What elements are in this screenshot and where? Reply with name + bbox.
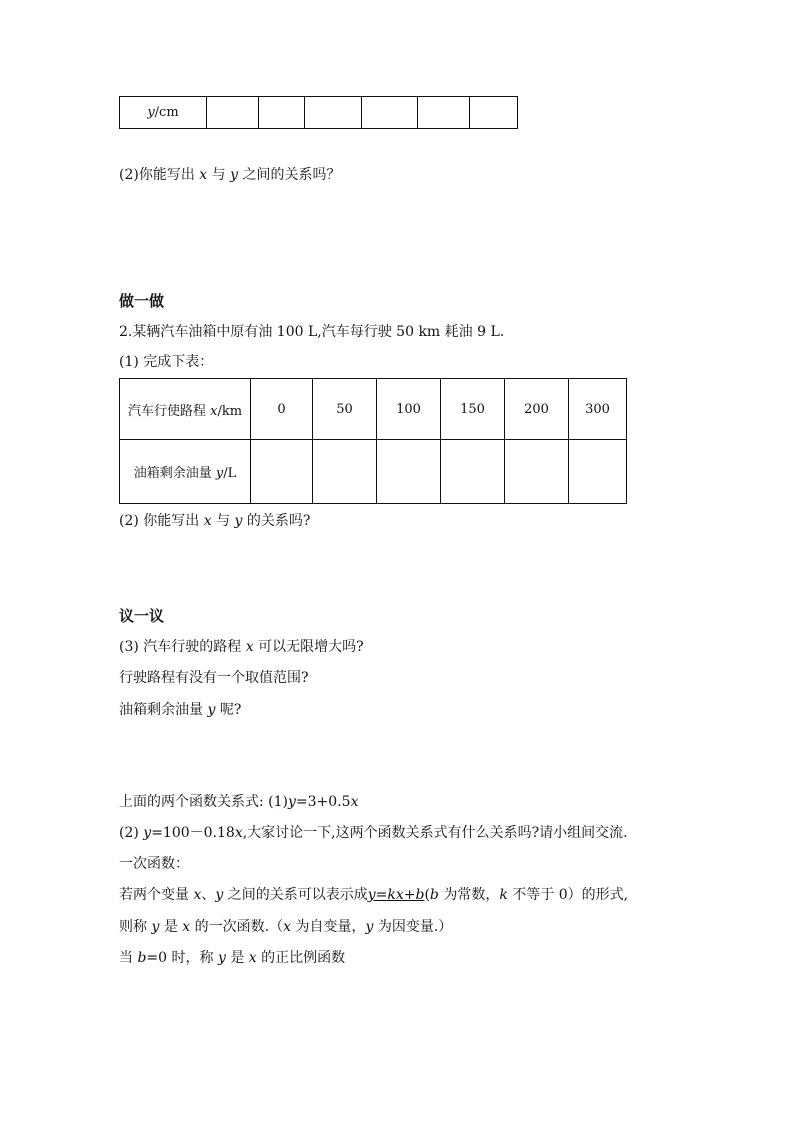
text: 则称 bbox=[119, 919, 152, 935]
table-cell bbox=[377, 440, 441, 504]
text: 不等于 0）的形式, bbox=[507, 887, 629, 903]
text: 呢? bbox=[215, 702, 242, 718]
summary-line-4 bbox=[119, 885, 628, 905]
table-cell: 300 bbox=[569, 379, 627, 440]
text: 与 bbox=[207, 167, 231, 183]
var: x bbox=[245, 639, 254, 655]
text: (2) bbox=[119, 825, 144, 841]
var: x bbox=[203, 513, 212, 529]
var: x bbox=[182, 919, 191, 935]
problem-statement: 2.某辆汽车油箱中原有油 100 L,汽车每行驶 50 km 耗油 9 L. bbox=[119, 324, 505, 340]
var: b bbox=[429, 887, 439, 903]
text: 为常数， bbox=[438, 887, 500, 903]
text: 是 bbox=[225, 950, 249, 966]
text: 可以无限增大吗? bbox=[253, 639, 364, 655]
unit: /km bbox=[217, 403, 243, 419]
summary-line-5 bbox=[119, 917, 452, 937]
text: =3+0.5 bbox=[295, 794, 351, 810]
step-1: (1) 完成下表： bbox=[119, 354, 214, 370]
table-cell bbox=[569, 440, 627, 504]
var: x bbox=[283, 919, 291, 935]
table-cell bbox=[441, 440, 505, 504]
table-cell bbox=[120, 97, 207, 129]
text: (3) 汽车行驶的路程 bbox=[119, 639, 246, 655]
table-cell bbox=[418, 97, 470, 129]
text: 若两个变量 bbox=[119, 887, 194, 903]
discuss-line-2: 行驶路程有没有一个取值范围? bbox=[119, 670, 309, 686]
table-cell bbox=[470, 97, 518, 129]
table-cell bbox=[505, 440, 569, 504]
discuss-line-3 bbox=[119, 700, 241, 720]
var: x bbox=[199, 167, 208, 183]
var: y bbox=[234, 513, 243, 529]
var: y bbox=[215, 887, 224, 903]
text: 之间的关系吗？ bbox=[238, 167, 341, 183]
var: y bbox=[143, 825, 152, 841]
text: 当 bbox=[119, 950, 138, 966]
top-table bbox=[119, 96, 518, 129]
var: x bbox=[193, 887, 202, 903]
var: y bbox=[230, 167, 239, 183]
text: 之间的关系可以表示成 bbox=[223, 887, 368, 903]
row-label-distance bbox=[120, 379, 251, 440]
var: k bbox=[499, 887, 508, 903]
table-cell bbox=[362, 97, 418, 129]
var: y bbox=[288, 794, 296, 810]
text: 油箱剩余油量 bbox=[133, 466, 216, 481]
table-cell bbox=[259, 97, 305, 129]
table-cell: 0 bbox=[251, 379, 313, 440]
table-cell: 50 bbox=[313, 379, 377, 440]
text: (2) 你能写出 bbox=[119, 513, 204, 529]
table-cell bbox=[305, 97, 362, 129]
text: ,大家讨论一下,这两个函数关系式有什么关系吗?请小组间交流. bbox=[242, 825, 628, 841]
table-row bbox=[120, 97, 518, 129]
text: ( bbox=[424, 887, 430, 903]
table-cell: 150 bbox=[441, 379, 505, 440]
var: y bbox=[207, 702, 216, 718]
text: =100－0.18 bbox=[151, 825, 235, 841]
text: (2)你能写出 bbox=[119, 167, 200, 183]
table-cell bbox=[207, 97, 259, 129]
row-label-fuel bbox=[120, 440, 251, 504]
discuss-q3 bbox=[119, 637, 364, 657]
section-heading-do: 做一做 bbox=[119, 292, 165, 310]
var: x bbox=[210, 403, 218, 419]
text: 是 bbox=[159, 919, 183, 935]
var: y bbox=[151, 919, 160, 935]
text: 油箱剩余油量 bbox=[119, 702, 208, 718]
fuel-table bbox=[119, 378, 627, 504]
summary-line-2 bbox=[119, 823, 628, 843]
text: 为因变量.） bbox=[373, 919, 453, 935]
unit: /L bbox=[223, 466, 237, 481]
text: 的正比例函数 bbox=[256, 950, 346, 966]
text: 汽车行使路程 bbox=[127, 403, 211, 419]
summary-line-3: 一次函数： bbox=[119, 856, 189, 872]
question-2-line bbox=[119, 165, 340, 185]
summary-line-6 bbox=[119, 948, 345, 968]
var: b bbox=[137, 950, 147, 966]
var: x bbox=[248, 950, 257, 966]
section-heading-discuss: 议一议 bbox=[119, 607, 165, 625]
var: y bbox=[215, 466, 224, 481]
table-row bbox=[120, 379, 627, 440]
var: y bbox=[365, 919, 374, 935]
text: 的关系吗? bbox=[242, 513, 311, 529]
summary-line-1 bbox=[119, 792, 358, 812]
formula: y=kx+b bbox=[367, 887, 425, 903]
table-cell bbox=[251, 440, 313, 504]
var: x bbox=[350, 794, 359, 810]
var: y bbox=[217, 950, 226, 966]
text: 为自变量， bbox=[291, 919, 366, 935]
table-cell: 100 bbox=[377, 379, 441, 440]
text: 的一次函数.（ bbox=[190, 919, 284, 935]
table-cell: 200 bbox=[505, 379, 569, 440]
unit-cm: /cm bbox=[154, 105, 179, 120]
text: 、 bbox=[201, 887, 216, 903]
var-y: y bbox=[147, 105, 155, 120]
text: 与 bbox=[211, 513, 235, 529]
step-2 bbox=[119, 511, 310, 531]
text: 上面的两个函数关系式: (1) bbox=[119, 794, 288, 810]
table-cell bbox=[313, 440, 377, 504]
table-row bbox=[120, 440, 627, 504]
var: x bbox=[234, 825, 243, 841]
text: =0 时，称 bbox=[146, 950, 218, 966]
